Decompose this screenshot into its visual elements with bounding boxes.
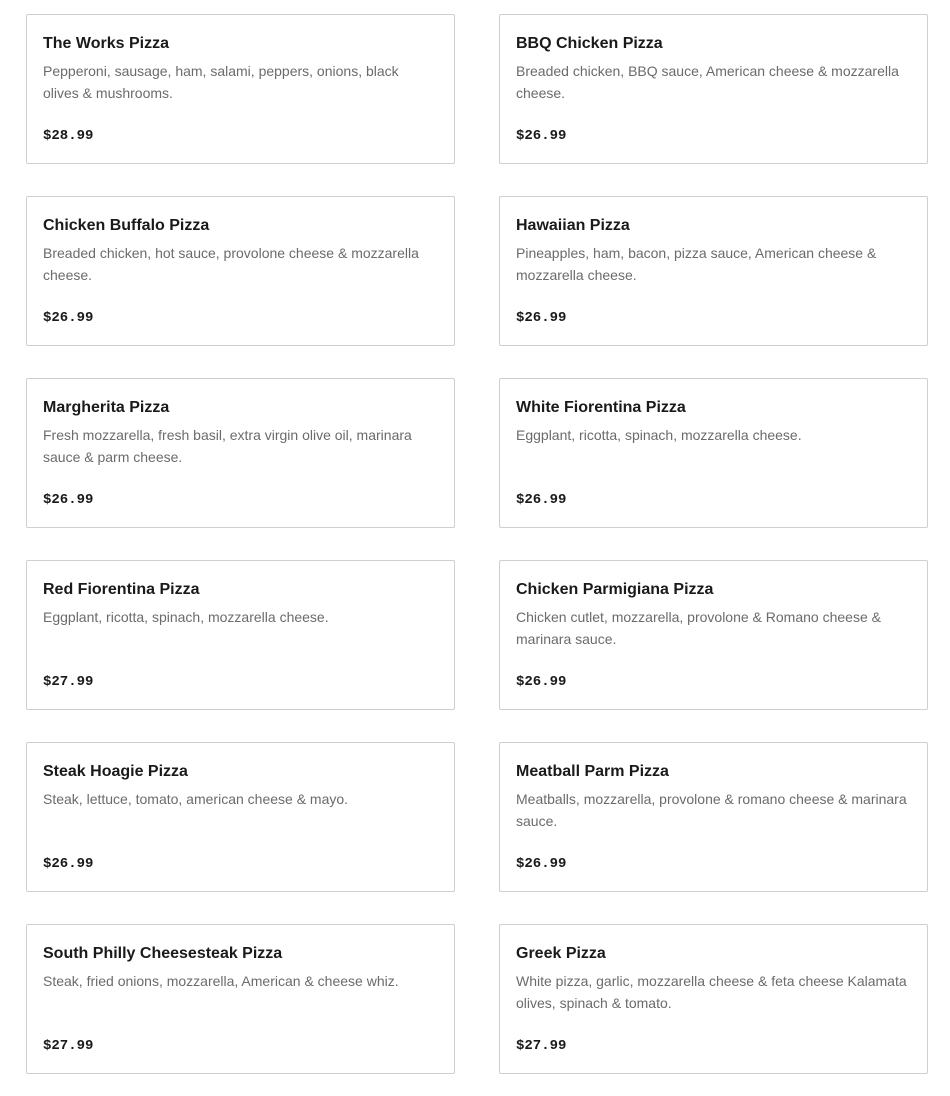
menu-item-price: $26.99 [516, 856, 567, 872]
menu-item-description: Steak, fried onions, mozzarella, American & cheese whiz. [43, 973, 399, 989]
menu-item-description: Fresh mozzarella, fresh basil, extra virgin olive oil, marinara sauce & parm cheese. [43, 427, 412, 465]
menu-item-name: Meatball Parm Pizza [516, 763, 669, 780]
menu-item-description: Chicken cutlet, mozzarella, provolone & Romano cheese & marinara sauce. [516, 609, 881, 647]
menu-item-price: $26.99 [43, 492, 94, 508]
menu-item-name: White Fiorentina Pizza [516, 399, 686, 416]
menu-item-description: Meatballs, mozzarella, provolone & romano cheese & marinara sauce. [516, 791, 907, 829]
menu-item-card[interactable] [499, 378, 928, 528]
menu-item-price: $27.99 [43, 1038, 94, 1054]
menu-item-description: Breaded chicken, hot sauce, provolone cheese & mozzarella cheese. [43, 245, 419, 283]
menu-item-card[interactable] [26, 14, 455, 164]
menu-item-card[interactable] [26, 560, 455, 710]
menu-item-price: $27.99 [43, 674, 94, 690]
menu-item-card[interactable] [499, 742, 928, 892]
menu-item-price: $26.99 [516, 310, 567, 326]
menu-item-price: $26.99 [43, 310, 94, 326]
menu-item-name: BBQ Chicken Pizza [516, 35, 663, 52]
menu-item-description: Breaded chicken, BBQ sauce, American cheese & mozzarella cheese. [516, 63, 899, 101]
menu-item-description: Steak, lettuce, tomato, american cheese & mayo. [43, 791, 349, 807]
menu-item-description: Eggplant, ricotta, spinach, mozzarella cheese. [516, 427, 802, 443]
menu-item-name: Steak Hoagie Pizza [43, 763, 188, 780]
menu-item-name: Margherita Pizza [43, 399, 170, 416]
menu-item-price: $26.99 [516, 674, 567, 690]
menu-item-price: $26.99 [516, 492, 567, 508]
menu-item-price: $27.99 [516, 1038, 567, 1054]
menu-item-name: Hawaiian Pizza [516, 217, 630, 234]
menu-item-name: South Philly Cheesesteak Pizza [43, 945, 283, 962]
menu-item-name: Chicken Parmigiana Pizza [516, 581, 714, 598]
menu-item-name: The Works Pizza [43, 35, 169, 52]
menu-item-description: White pizza, garlic, mozzarella cheese & feta cheese Kalamata olives, spinach & tomato. [516, 973, 907, 1011]
menu-item-card[interactable] [26, 196, 455, 346]
menu-item-price: $26.99 [516, 128, 567, 144]
menu-item-price: $28.99 [43, 128, 94, 144]
menu-item-card[interactable] [26, 742, 455, 892]
menu-item-card[interactable] [26, 924, 455, 1074]
menu-grid [26, 14, 928, 1074]
menu-item-card[interactable] [499, 14, 928, 164]
menu-item-name: Greek Pizza [516, 945, 606, 962]
menu-item-description: Eggplant, ricotta, spinach, mozzarella cheese. [43, 609, 329, 625]
menu-item-card[interactable] [26, 378, 455, 528]
menu-item-card[interactable] [499, 196, 928, 346]
menu-item-card[interactable] [499, 924, 928, 1074]
menu-item-card[interactable] [499, 560, 928, 710]
menu-item-name: Red Fiorentina Pizza [43, 581, 200, 598]
menu-item-description: Pepperoni, sausage, ham, salami, peppers, onions, black olives & mushrooms. [43, 63, 399, 101]
menu-item-price: $26.99 [43, 856, 94, 872]
menu-item-name: Chicken Buffalo Pizza [43, 217, 210, 234]
menu-item-description: Pineapples, ham, bacon, pizza sauce, American cheese & mozzarella cheese. [516, 245, 877, 283]
